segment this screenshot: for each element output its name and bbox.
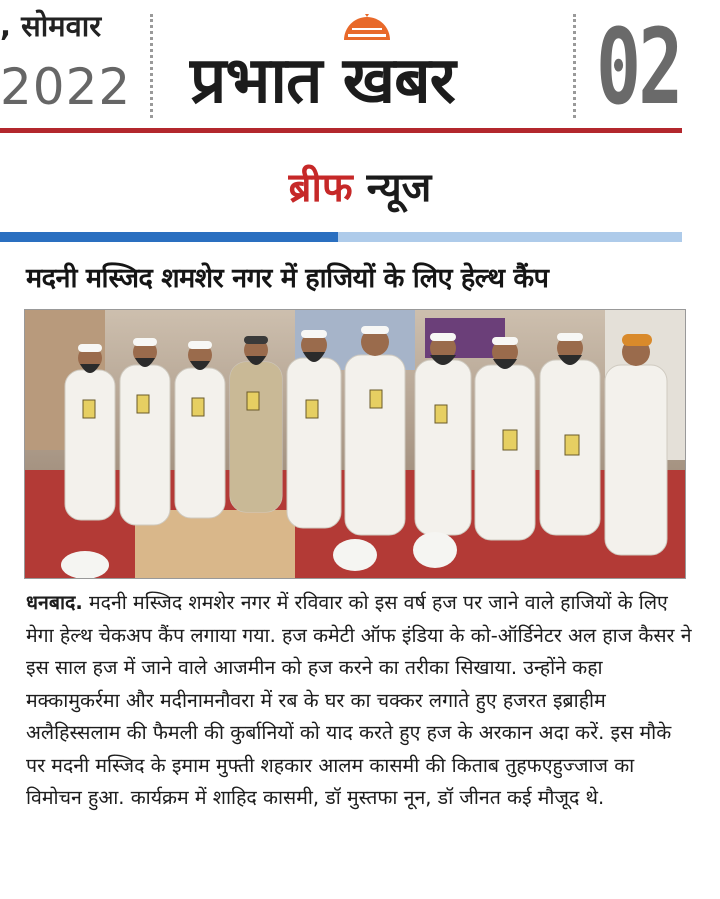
article-headline: मदनी मस्जिद शमशेर नगर में हाजियों के लिए हेल्थ कैंप (26, 263, 549, 294)
news-photo (24, 309, 686, 579)
section-bar-light (338, 232, 682, 242)
newspaper-logo (190, 14, 550, 124)
masthead-divider-left (150, 14, 153, 118)
section-title (0, 158, 720, 218)
article-body (26, 587, 694, 815)
article-dateline: धनबाद. (26, 591, 83, 614)
page-number: 02 (596, 6, 681, 128)
logo-wordmark: प्रभात खबर (190, 44, 455, 118)
section-title-accent: ब्रीफ (288, 165, 353, 211)
article-paragraph (26, 587, 694, 815)
masthead-divider-right (573, 14, 576, 118)
issue-weekday: , सोमवार (0, 9, 102, 43)
masthead (0, 0, 720, 135)
news-photo-illustration (25, 310, 685, 578)
article-text: मदनी मस्जिद शमशेर नगर में रविवार को इस वर्ष हज पर जाने वाले हाजियों के लिए मेगा हेल्थ चेकअप कैंप लगाया गया. हज कमेटी ऑफ इंडिया के को-ऑर्डिनेटर अल हाज कैसर ने इस साल हज में जाने वाले आजमीन को हज करने का तरीका सिखाया. उन्होंने कहा मक्कामुकर्रमा और मदीनामनौवरा में रब के घर का चक्कर लगाते हुए हजरत इब्राहीम अलैहिस्सलाम की फैमली की कुर्बानियों को याद करते हुए हज के अरकान अदा करें. इस मौके पर मदनी मस्जिद के इमाम मुफ्ती शहकार आलम कासमी की किताब तुहफएहुज्जाज का विमोचन हुआ. कार्यक्रम में शाहिद कासमी, डॉ मुस्तफा नून, डॉ जीनत कई मौजूद थे. (26, 591, 692, 809)
section-title-main: न्यूज (366, 165, 432, 211)
issue-year: 2022 (0, 58, 132, 116)
section-bar-dark (0, 232, 338, 242)
masthead-rule (0, 128, 682, 133)
